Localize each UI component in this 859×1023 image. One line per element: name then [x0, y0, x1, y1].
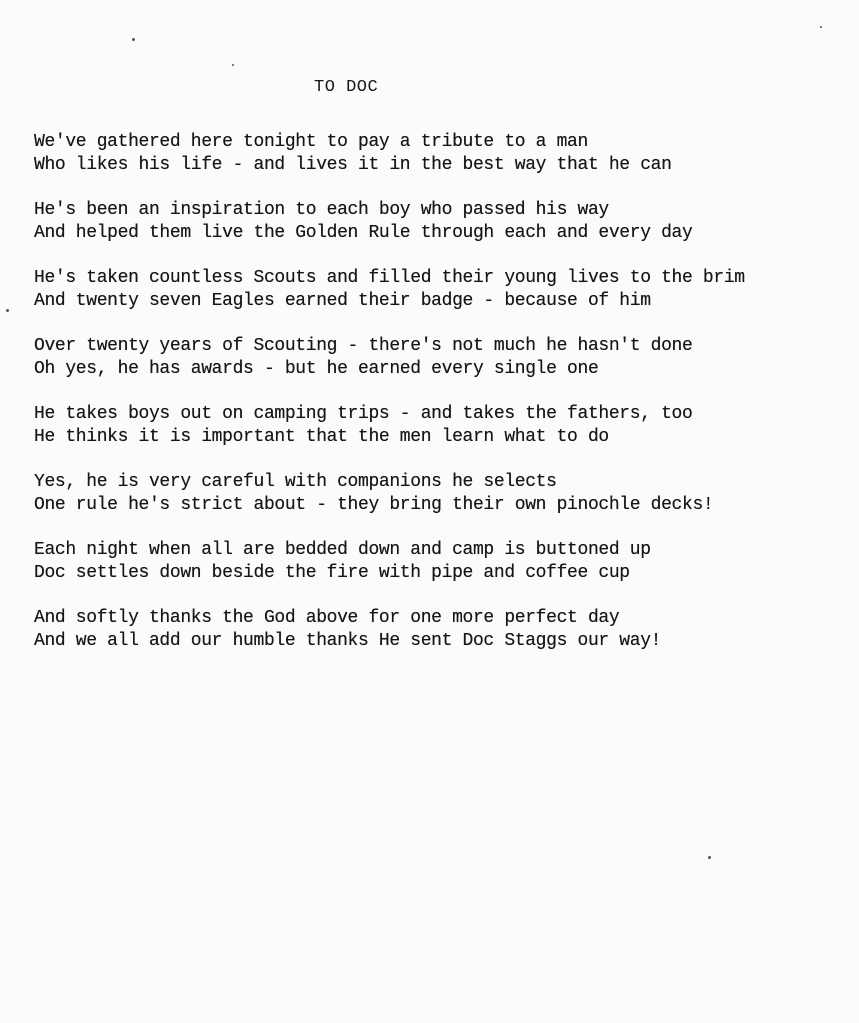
stanza [34, 471, 834, 517]
poem-line: One rule he's strict about - they bring their own pinochle decks! [34, 495, 714, 515]
poem-body [34, 131, 834, 675]
poem-line: He's been an inspiration to each boy who passed his way [34, 200, 609, 220]
poem-line: He's taken countless Scouts and filled their young lives to the brim [34, 268, 745, 288]
poem-line: And we all add our humble thanks He sent Doc Staggs our way! [34, 631, 662, 651]
poem-line: We've gathered here tonight to pay a tribute to a man [34, 132, 588, 152]
stanza [34, 267, 834, 313]
stanza [34, 199, 834, 245]
scan-speck [232, 64, 234, 66]
poem-line: Doc settles down beside the fire with pipe and coffee cup [34, 563, 630, 583]
poem-line: And helped them live the Golden Rule through each and every day [34, 223, 693, 243]
poem-line: And softly thanks the God above for one more perfect day [34, 608, 620, 628]
scan-speck [6, 309, 9, 312]
stanza [34, 539, 834, 585]
poem-line: Oh yes, he has awards - but he earned every single one [34, 359, 599, 379]
scan-speck [820, 26, 822, 28]
stanza [34, 131, 834, 177]
stanza [34, 335, 834, 381]
poem-line: He takes boys out on camping trips - and takes the fathers, too [34, 404, 693, 424]
poem-line: Who likes his life - and lives it in the best way that he can [34, 155, 672, 175]
scan-speck [708, 856, 711, 859]
poem-line: Over twenty years of Scouting - there's not much he hasn't done [34, 336, 693, 356]
poem-title: TO DOC [314, 78, 379, 97]
poem-line: Yes, he is very careful with companions he selects [34, 472, 557, 492]
poem-line: Each night when all are bedded down and camp is buttoned up [34, 540, 651, 560]
scan-speck [132, 38, 135, 41]
poem-line: And twenty seven Eagles earned their badge - because of him [34, 291, 651, 311]
stanza [34, 403, 834, 449]
poem-line: He thinks it is important that the men learn what to do [34, 427, 609, 447]
stanza [34, 607, 834, 653]
